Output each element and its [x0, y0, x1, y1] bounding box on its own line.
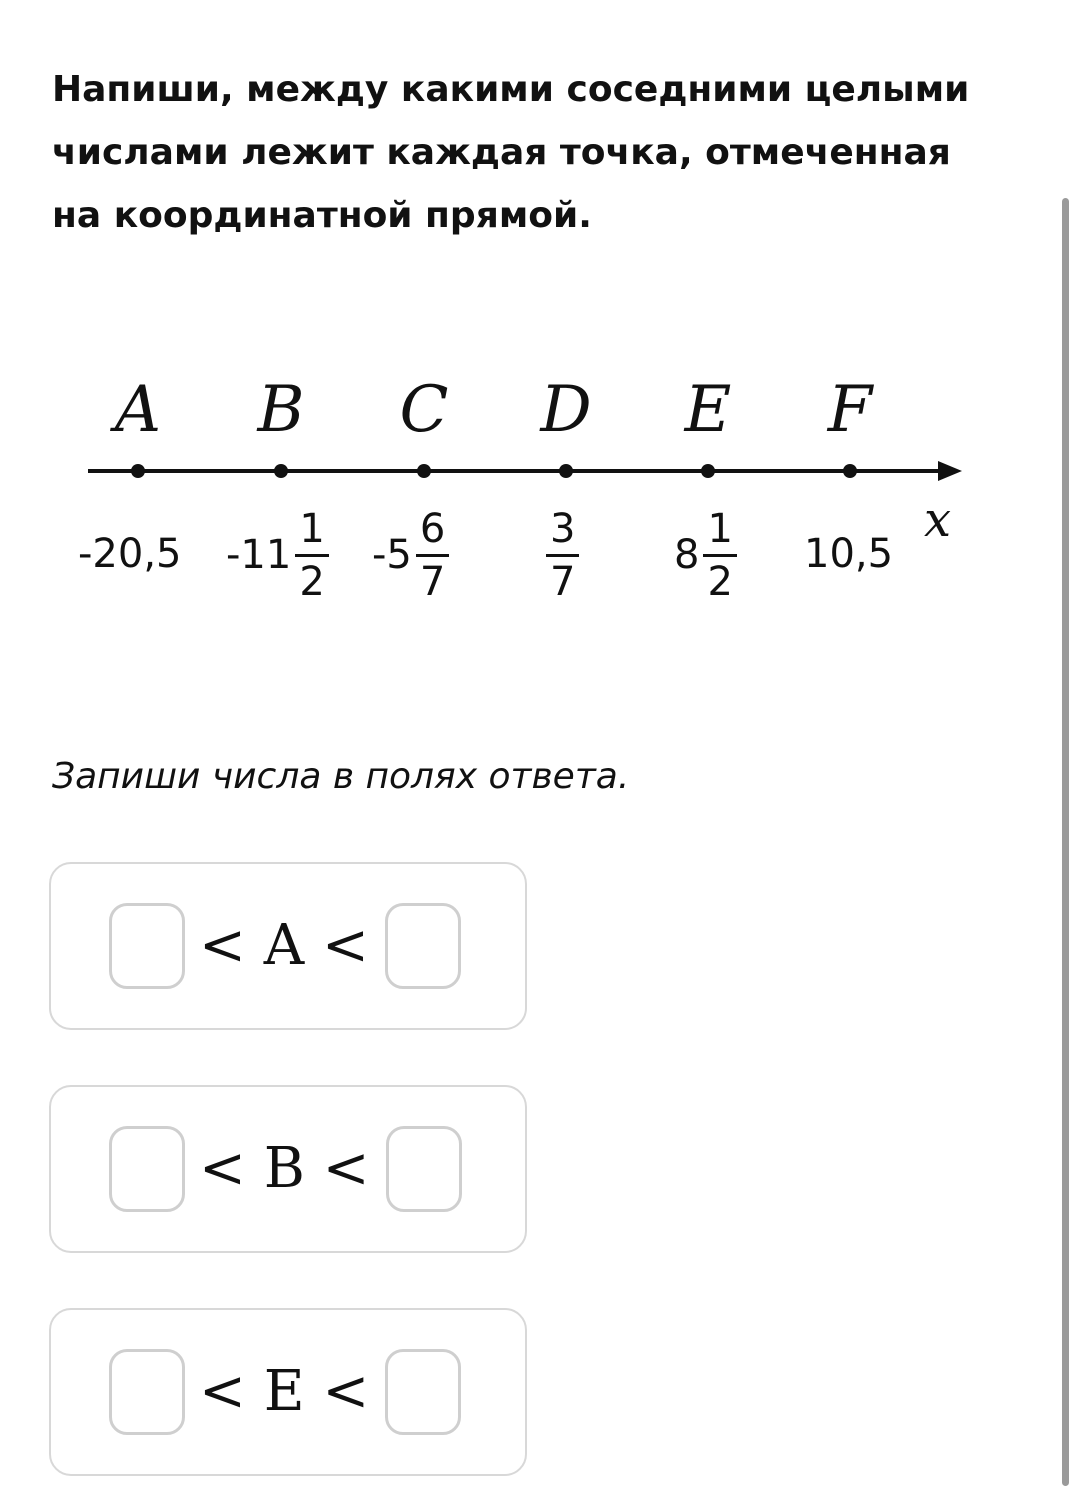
point-dot-e [701, 464, 715, 478]
point-value-e-denominator: 2 [707, 558, 733, 605]
point-value-c [372, 500, 449, 610]
answer-card-b [49, 1085, 527, 1253]
fraction-bar [703, 554, 736, 557]
answer-a-inequality: < A < [199, 913, 369, 978]
point-dot-b [274, 464, 288, 478]
point-dot-c [417, 464, 431, 478]
point-value-c-denominator: 7 [419, 558, 446, 605]
point-letter-f: F [827, 373, 873, 447]
fraction-bar [546, 554, 579, 557]
point-value-f: 10,5 [804, 531, 894, 577]
instruction: Запиши числа в полях ответа. [52, 756, 630, 797]
point-value-b-fraction [295, 506, 328, 605]
answer-b-inequality: < B < [199, 1136, 370, 1201]
point-letter-c: C [399, 373, 449, 447]
point-value-b-denominator: 2 [299, 558, 325, 605]
point-value-c-fraction [416, 506, 449, 605]
answer-b-left-input[interactable] [109, 1126, 185, 1212]
point-value-e-numerator: 1 [707, 505, 733, 552]
point-value-d-numerator: 3 [550, 505, 576, 552]
point-value-a: -20,5 [78, 531, 182, 577]
task-title: Напиши, между какими соседними целыми числами лежит каждая точка, отмеченная на координатной прямой. [52, 69, 970, 236]
point-value-c-numerator: 6 [419, 505, 446, 552]
point-value-b-numerator: 1 [299, 505, 325, 552]
point-value-c-whole: -5 [372, 532, 412, 578]
answer-e-right-input[interactable] [385, 1349, 461, 1435]
answer-a-right-input[interactable] [385, 903, 461, 989]
point-letter-d: D [540, 373, 592, 447]
point-value-e-fraction [703, 506, 736, 605]
point-dot-a [131, 464, 145, 478]
point-dot-f [843, 464, 857, 478]
point-value-b-whole: -11 [226, 532, 292, 578]
axis-arrow [938, 461, 962, 481]
point-value-d [542, 500, 579, 610]
axis-label: x [924, 492, 952, 548]
answer-b-right-input[interactable] [386, 1126, 462, 1212]
point-value-d-denominator: 7 [550, 558, 576, 605]
point-letter-e: E [684, 373, 732, 447]
fraction-bar [416, 554, 449, 557]
point-value-d-fraction [546, 506, 579, 605]
point-value-b [226, 500, 329, 610]
point-letter-a: A [114, 373, 162, 447]
point-dot-d [559, 464, 573, 478]
answer-e-left-input[interactable] [109, 1349, 185, 1435]
answer-card-a [49, 862, 527, 1030]
answer-e-inequality: < E < [199, 1359, 370, 1424]
answer-card-e [49, 1308, 527, 1476]
answer-a-left-input[interactable] [109, 903, 185, 989]
point-letter-b: B [257, 373, 305, 447]
point-value-e-whole: 8 [674, 532, 700, 578]
point-value-e [674, 500, 737, 610]
fraction-bar [295, 554, 328, 557]
